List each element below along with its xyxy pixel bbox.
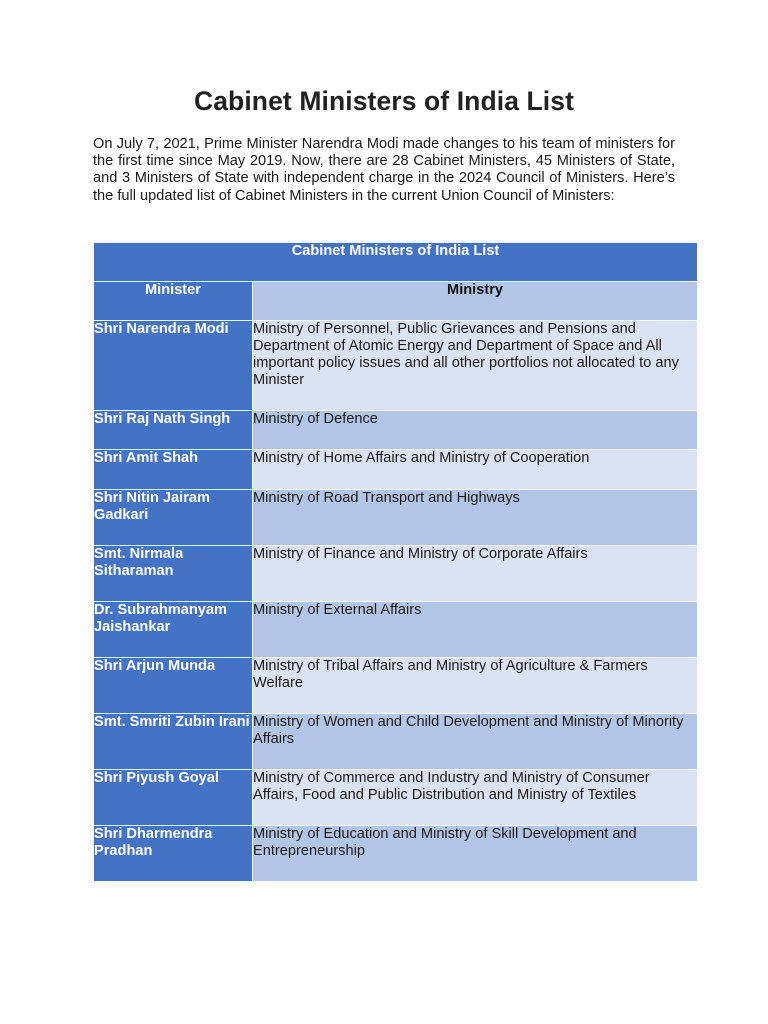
ministry-name: Ministry of Personnel, Public Grievances and Pensions and Department of Atomic Energy and Department of Space and All important policy issues and all other portfolios not allocated to any Minister bbox=[253, 321, 698, 411]
column-header-ministry: Ministry bbox=[253, 282, 698, 321]
table-row bbox=[94, 321, 698, 411]
table-caption-row bbox=[94, 243, 698, 282]
minister-name: Smt. Nirmala Sitharaman bbox=[94, 546, 253, 602]
table-row bbox=[94, 602, 698, 658]
table-row bbox=[94, 546, 698, 602]
minister-name: Shri Raj Nath Singh bbox=[94, 411, 253, 450]
ministry-name: Ministry of External Affairs bbox=[253, 602, 698, 658]
ministry-name: Ministry of Education and Ministry of Skill Development and Entrepreneurship bbox=[253, 826, 698, 882]
ministry-name: Ministry of Finance and Ministry of Corporate Affairs bbox=[253, 546, 698, 602]
ministry-name: Ministry of Road Transport and Highways bbox=[253, 490, 698, 546]
minister-name: Shri Dharmendra Pradhan bbox=[94, 826, 253, 882]
minister-name: Smt. Smriti Zubin Irani bbox=[94, 714, 253, 770]
minister-name: Shri Narendra Modi bbox=[94, 321, 253, 411]
table-row bbox=[94, 714, 698, 770]
column-header-minister: Minister bbox=[94, 282, 253, 321]
table-header-row bbox=[94, 282, 698, 321]
minister-name: Shri Piyush Goyal bbox=[94, 770, 253, 826]
table-row bbox=[94, 411, 698, 450]
minister-name: Shri Amit Shah bbox=[94, 450, 253, 490]
table-row bbox=[94, 490, 698, 546]
minister-name: Shri Arjun Munda bbox=[94, 658, 253, 714]
ministry-name: Ministry of Commerce and Industry and Ministry of Consumer Affairs, Food and Public Distribution and Ministry of Textiles bbox=[253, 770, 698, 826]
intro-paragraph: On July 7, 2021, Prime Minister Narendra Modi made changes to his team of ministers for the first time since May 2019. Now, there are 28 Cabinet Ministers, 45 Ministers of State, and 3 Ministers of State with independent charge in the 2024 Council of Ministers. Here’s the full updated list of Cabinet Ministers in the current Union Council of Ministers: bbox=[93, 136, 675, 204]
ministry-name: Ministry of Women and Child Development and Ministry of Minority Affairs bbox=[253, 714, 698, 770]
page-title: Cabinet Ministers of India List bbox=[193, 86, 575, 116]
ministry-name: Ministry of Tribal Affairs and Ministry of Agriculture & Farmers Welfare bbox=[253, 658, 698, 714]
table-row bbox=[94, 770, 698, 826]
ministry-name: Ministry of Defence bbox=[253, 411, 698, 450]
table-row bbox=[94, 826, 698, 882]
ministers-table bbox=[93, 242, 698, 882]
table-row bbox=[94, 450, 698, 490]
table-caption: Cabinet Ministers of India List bbox=[94, 243, 698, 282]
ministry-name: Ministry of Home Affairs and Ministry of Cooperation bbox=[253, 450, 698, 490]
minister-name: Dr. Subrahmanyam Jaishankar bbox=[94, 602, 253, 658]
table-row bbox=[94, 658, 698, 714]
minister-name: Shri Nitin Jairam Gadkari bbox=[94, 490, 253, 546]
